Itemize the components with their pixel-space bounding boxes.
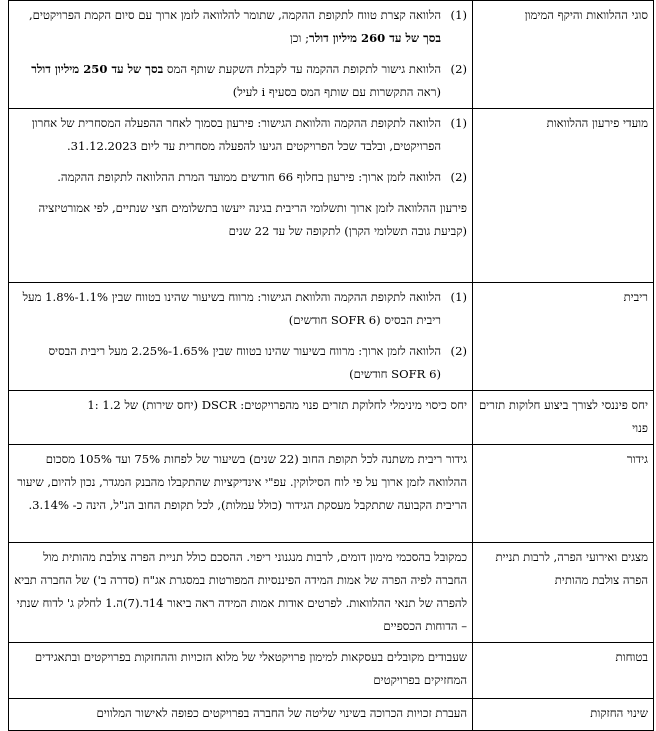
list-item [14,166,467,189]
row-content: העברת זכויות הכרוכה בשינוי שליטה של החברה בפרויקטים כפופה לאישור המלווים [9,699,473,731]
list-item [14,112,467,158]
row-content [9,283,473,391]
amount-bold: בסך של עד 260 מיליון דולר [309,31,441,45]
row-label [473,109,654,283]
item-number: (1) [450,116,467,130]
list-item [14,58,467,104]
row-content: כמקובל בהסכמי מימון דומים, לרבות מנגנוני ריפוי. ההסכם כולל תניית הפרה צולבת מהותית מול החברה לפיה הפרה של אמות המידה הפיננסיות המפורטות במסגרת אג"ח (סדרה ב') של החברה תביא להפרה של תנאי ההלוואות. לפרטים אודות אמות המידה ראה ביאור 14ד.(7)ה.1 לחלק ג' לדוח שנתי – הדוחות הכספיים [9,543,473,643]
row-label-text: מצגים ואירועי הפרה, לרבות תניית הפרה צולבת מהותית [495,550,648,587]
table-row [9,643,654,699]
item-text: הלוואת גישור לתקופת ההקמה עד לקבלת השקעת שותף המס בסך של עד 250 מיליון דולר (ראה התקשרות עם שותף המס בסעיף i לעיל) [31,62,441,99]
item-number: (2) [450,344,467,358]
list-item [14,286,467,332]
table-row [9,283,654,391]
row-label-text: ריבית [623,290,648,304]
list-item [14,4,467,50]
repayment-note: פירעון ההלוואה לזמן ארוך ותשלומי הריבית בגינה ייעשו בתשלומים חצי שנתיים, לפי אמורטיזציה (קביעת גובה תשלומי הקרן) לתקופה של עד 22 שנים [38,201,467,238]
table-row [9,391,654,445]
item-text: הלוואה קצרת טווח לתקופת ההקמה, שתומר להלוואה לזמן ארוך עם סיום הקמת הפרויקטים, בסך של עד 260 מיליון דולר; וכן [28,8,441,45]
amount-bold: בסך של עד 250 מיליון דולר [31,62,164,76]
item-number: (1) [450,290,467,304]
row-label [473,543,654,643]
row-label [473,391,654,445]
table-row [9,543,654,643]
row-content [9,1,473,109]
row-label [473,283,654,391]
list-item [14,340,467,386]
row-label-text: גידור [626,452,648,466]
table-row [9,445,654,543]
row-label [473,643,654,699]
row-label-text: סוגי ההלוואות והיקף המימון [524,8,648,22]
item-text: הלוואה לתקופת ההקמה והלוואת הגישור: מרווח בשיעור שהינו בטווח שבין 1.1%-1.8% מעל ריבית הבסיס (SOFR 6 חודשים) [22,290,441,327]
row-label-text: מועדי פירעון ההלוואות [546,116,648,130]
row-content: יחס כיסוי מינימלי לחלוקת תזרים פנוי מהפרויקטים: DSCR (יחס שירות) של 1.2 :1 [9,391,473,445]
row-content: שעבודים מקובלים בעסקאות למימון פרויקטאלי של מלוא הזכויות וההחזקות בפרויקטים ובתאגידים המחזיקים בפרויקטים [9,643,473,699]
item-number: (2) [450,170,467,184]
row-label-text: בטוחות [615,650,648,664]
loan-terms-table [8,0,654,731]
table-row [9,1,654,109]
row-content: גידור ריבית משתנה לכל תקופת החוב (22 שנים) בשיעור של לפחות 75% ועד 105% מסכום ההלוואה לזמן ארוך על פי לוח הסילוקין. עפ"י אינדיקציות שהתקבלו מהבנק המגדר, נכון להיום, שיעור הריבית הקבועה שתתקבל מעסקת הגידור (כולל עמלות), לכל תקופת החוב הנ"ל, הינה כ- 3.14%. [9,445,473,543]
row-label [473,699,654,731]
row-content [9,109,473,283]
item-text: הלוואה לתקופת ההקמה והלוואת הגישור: פירעון בסמוך לאחר ההפעלה המסחרית של אחרון הפרויקטים, ובלבד שכל הפרויקטים הגיעו להפעלה מסחרית עד ליום 31.12.2023. [31,116,441,153]
item-number: (2) [450,62,467,76]
item-text: הלוואה לזמן ארוך: פירעון בחלוף 66 חודשים ממועד המרת ההלוואה לתקופת ההקמה. [57,170,441,184]
item-number: (1) [450,8,467,22]
table-row [9,699,654,731]
row-label-text: שינוי החזקות [590,706,648,720]
item-text: הלוואה לזמן ארוך: מרווח בשיעור שהינו בטווח שבין 1.65%-2.25% מעל ריבית הבסיס (SOFR 6 חודשים) [48,344,441,381]
row-label [473,445,654,543]
row-label [473,1,654,109]
row-label-text: יחס פיננסי לצורך ביצוע חלוקות תזרים פנוי [478,398,648,435]
table-row [9,109,654,283]
